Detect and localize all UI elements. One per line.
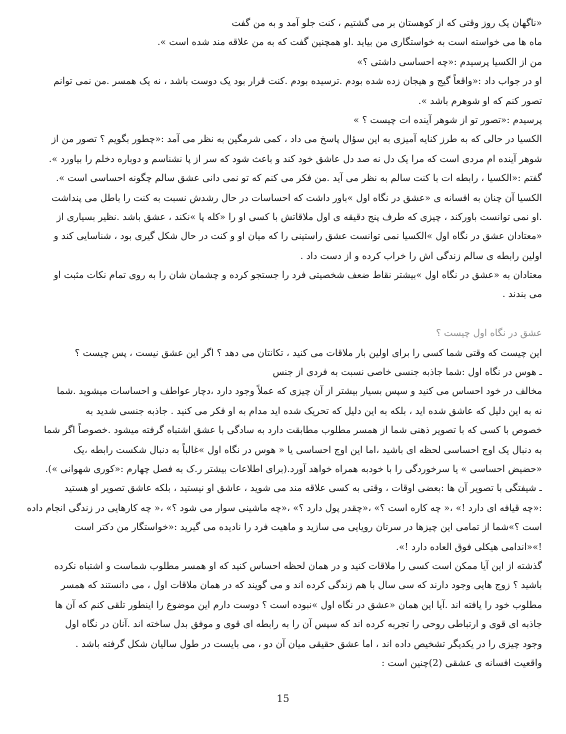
text-line: است ؟»شما از تمامی این چیزها در سرتان رویایی می سازید و ماهیت فرد را نادیده می گیرید :«خواستگار من دکتر است — [74, 522, 542, 534]
text-line: الکسیا در حالی که به طرز کنایه آمیزی به این سؤال پاسخ می داد ، کمی شرمگین به نظر می آمد :«چطور بگویم ؟ تصور من از — [51, 134, 542, 146]
text-line: به دنبال یک اوج احساسی لحظه ای باشید ،اما این اوج احساسی یا « هوس در نگاه اول »غالباً به دنبال شکست رابطه ،یک — [73, 444, 542, 456]
text-line: می بندند . — [502, 289, 542, 301]
page-number: 15 — [276, 694, 290, 705]
text-line: «معتادان عشق در نگاه اول »الکسیا نمی توانست عشق راستینی را که میان او و کنت در حال شکل گیری بود ، شناسایی کند و — [53, 231, 542, 243]
text-line: ماه ها می خواسته است به خواستگاری من بیاید .او همچنین گفت که به من علاقه مند شده است ». — [157, 37, 542, 49]
section-heading: عشق در نگاه اول چیست ؟ — [435, 328, 542, 340]
text-line: باشید ؟ زوج هایی وجود دارند که سی سال با هم زندگی کرده اند و می گویند که در همان ملاقات اول ، می دانستند که همسر — [60, 580, 542, 592]
paragraph-love-at-first-sight — [24, 344, 542, 674]
paragraph-gap — [24, 305, 542, 324]
text-line: این چیست که وقتی شما کسی را برای اولین بار ملاقات می کنید ، تکانتان می دهد ؟ اگر این عشق نیست ، پس چیست ؟ — [74, 347, 542, 359]
text-line: مطلوب خود را یافته اند .آیا این همان «عشق در نگاه اول »نبوده است ؟ دوست دارم این موضوع را اینطور تلقی کنم که آن ها — [54, 599, 542, 611]
paragraph-alexia-story — [24, 14, 542, 305]
text-line: واقعیت افسانه ی عشقی (2)چنین است : — [381, 657, 542, 669]
text-line: :«چه قیافه ای دارد !» ،« چه کاره است ؟» ،«چقدر پول دارد ؟» ،«چه ماشینی سوار می شود ؟» ،« چه کارهایی در زندگی انجام داده — [26, 502, 542, 514]
text-line: خصوص با کسی که با تصویر ذهنی شما از همسر مطلوب مطابقت دارد به سادگی با عشق اشتباه گرفته میشود .خصوصاً اگر شما — [43, 425, 542, 437]
text-line: پرسیدم :«تصور تو از شوهر آینده ات چیست ؟ » — [353, 114, 542, 126]
text-line: «حضیض احساسی » یا سرخوردگی را با خودبه همراه خواهد آورد.(برای اطلاعات بیشتر ر.ک به فصل چهارم :«کوری شهوانی »). — [45, 463, 542, 475]
text-line: جاذبه ای قوی و ارتباطی روحی را تجربه کرده اند که سپس آن را به رابطه ای قوی و موفق بدل ساخته اند .آنان در نگاه اول — [64, 619, 542, 631]
text-line: تصور کنم که او شوهرم باشد ». — [418, 95, 542, 107]
text-line: ـ هوس در نگاه اول :شما جاذبه جنسی خاصی نسبت به فردی از جنس — [272, 367, 542, 379]
text-line: .او نمی توانست باورکند ، چیزی که طرف پنج دقیقه ی اول ملاقاتش با کسی او را «کله پا »نکند ، عشق باشد .نظیر بسیاری از — [56, 211, 542, 223]
text-line: «ناگهان یک روز وقتی که از کوهستان بر می گشتیم ، کنت جلو آمد و به من گفت — [231, 18, 542, 29]
text-line: معتادان به «عشق در نگاه اول »بیشتر نقاط ضعف شخصیتی فرد را جستجو کرده و چشمان شان را به روی تمام نکات مثبت او — [53, 270, 542, 282]
text-line: مخالف در خود احساس می کنید و سپس بسیار بیشتر از آن چیزی که عملاً وجود دارد ،دچار عواطف و احساسات میشوید .شما — [56, 386, 542, 398]
text-line: وجود چیزی را در یکدیگر تشخیص داده اند ، اما عشق حقیقی میان آن دو ، می بایست در طول سالیان شکل گرفته باشد . — [75, 638, 542, 650]
text-line: گذشته از این آیا ممکن است کسی را ملاقات کنید و در همان لحظه احساس کنید که او همسر مطلوب شماست و اشتباه نکرده — [54, 560, 542, 572]
text-line: ـ شیفتگی با تصویر آن ها :بعضی اوقات ، وقتی به کسی علاقه مند می شوید ، عاشق او نیستید ، بلکه عاشق تصویر او هستید — [64, 483, 542, 495]
text-line: شوهر آینده ام مردی است که مرا یک دل نه صد دل عاشق خود کند و باعث شود که سر از پا نشناسم و دوباره دخلم را بیاورد ». — [48, 153, 542, 165]
text-line: گفتم :«الکسیا ، رابطه ات با کنت سالم به نظر می آید .من فکر می کنم که تو نمی دانی عشق سالم چگونه احساسی است ». — [55, 173, 542, 185]
text-line: نه به این دلیل که عاشق شده اید ، بلکه به این دلیل که تحریک شده اید مدام به او فکر می کنید . جاذبه جنسی شدید به — [85, 405, 542, 417]
text-line: او در جواب داد :«واقعاً گیج و هیجان زده شده بودم .ترسیده بودم .کنت قرار بود یک دوست باشد ، نه یک همسر .من نمی توانم — [53, 76, 542, 88]
text-line: !»«اندامی هیکلی فوق العاده دارد !». — [395, 541, 542, 553]
page-text-body — [24, 14, 542, 673]
text-line: الکسیا آن چنان به افسانه ی «عشق در نگاه اول »باور داشت که احساسات در حال رشدش نسبت به کنت را باطل می پنداشت — [51, 192, 542, 204]
text-line: اولین رابطه ی سالم زندگی اش را خراب کرده و از دست داد . — [300, 250, 542, 262]
text-line: من از الکسیا پرسیدم :«چه احساسی داشتی ؟» — [356, 56, 542, 68]
